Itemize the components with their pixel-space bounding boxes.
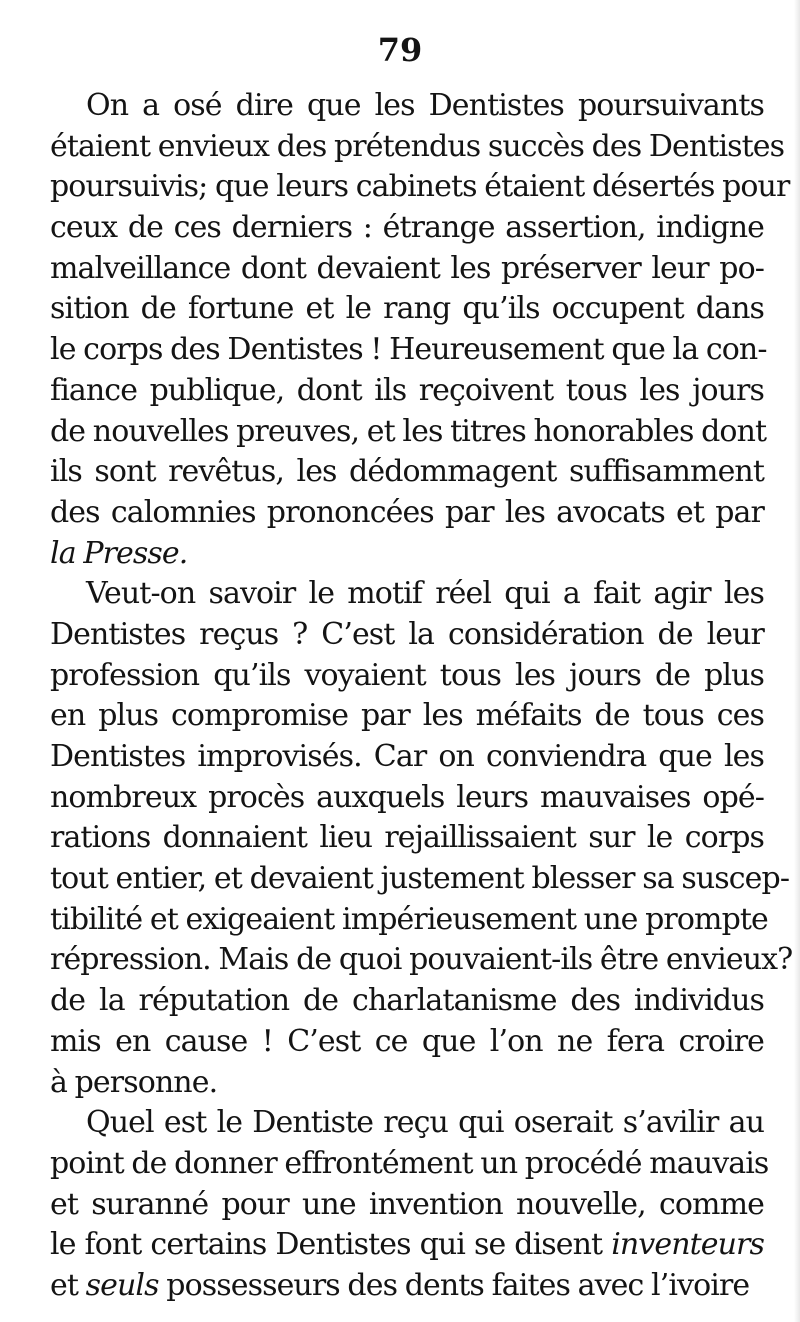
paragraph [50,574,793,1103]
text-segment: Dentistes reçus ? C’est la considération de leur [50,616,764,652]
text-segment: des calomnies prononcées par les avocats et par [50,494,764,530]
text-segment: de nouvelles preuves, et les titres honorables dont [50,413,767,449]
text-line [50,940,793,981]
text-line [50,127,785,168]
text-line [50,534,764,575]
text-segment: fiance publique, dont ils reçoivent tous les jours [50,372,764,408]
text-line [50,737,764,778]
text-segment: le font certains Dentistes qui se disent [50,1227,612,1263]
text-line [50,615,764,656]
paragraph [50,86,790,574]
text-segment: étaient envieux des prétendus succès des Dentistes [50,128,785,164]
text-line [50,859,790,900]
text-line [50,1022,764,1063]
text-segment: ils sont revêtus, les dédommagent suffisamment [50,454,764,490]
text-segment: sition de fortune et le rang qu’ils occupent dans [50,291,764,327]
paragraph [50,1103,769,1306]
text-segment: et suranné pour une invention nouvelle, comme [50,1186,764,1222]
text-line [50,452,764,493]
text-segment: ceux de ces derniers : étrange assertion, indigne [50,210,764,246]
text-line [50,167,790,208]
text-segment: nombreux procès auxquels leurs mauvaises opé- [50,779,764,815]
text-line [50,86,764,127]
text-segment: en plus compromise par les méfaits de tous ces [50,698,764,734]
text-line [50,981,764,1022]
text-line [50,574,764,615]
text-line [50,1185,764,1226]
text-segment: à personne. [50,1064,218,1100]
text-line [50,249,764,290]
text-line [50,208,764,249]
text-line [50,696,764,737]
text-line [50,371,764,412]
text-line [50,1103,764,1144]
page-number: 79 [377,31,423,69]
text-segment: point de donner effrontément un procédé mauvais [50,1145,769,1181]
text-line [50,289,764,330]
text-segment: tout entier, et devaient justement blesser sa suscep- [50,861,790,897]
text-segment: On a osé dire que les Dentistes poursuivants [86,88,764,123]
text-line [50,493,764,534]
text-line [50,1225,764,1266]
text-line [50,1144,769,1185]
text-line [50,778,764,819]
text-line [50,330,767,371]
text-segment: possesseurs des dents faites avec l’ivoire [158,1267,750,1303]
text-segment: Dentistes improvisés. Car on conviendra que les [50,739,764,774]
italic-text: la Presse. [50,535,188,571]
text-segment: malveillance dont devaient les préserver leur po- [50,250,764,286]
text-segment: rations donnaient lieu rejaillissaient sur le corps [50,820,764,856]
italic-text: seuls [85,1267,159,1303]
text-line [50,900,768,941]
text-segment: et [50,1267,86,1303]
body-text [50,86,793,1307]
text-line [50,1266,764,1307]
text-segment: de la réputation de charlatanisme des individus [50,983,764,1019]
text-segment: le corps des Dentistes ! Heureusement que la con- [50,332,767,368]
text-segment: profession qu’ils voyaient tous les jours de plus [50,657,764,693]
italic-text: inventeurs [611,1227,764,1263]
page-edge-shadow [794,0,800,1322]
text-line [50,818,764,859]
text-segment: Quel est le Dentiste reçu qui oserait s’avilir au [86,1105,764,1141]
text-line [50,1063,764,1104]
text-segment: poursuivis; que leurs cabinets étaient désertés pour [50,169,790,205]
text-line [50,656,764,697]
text-segment: tibilité et exigeaient impérieusement une prompte [50,901,768,937]
text-segment: mis en cause ! C’est ce que l’on ne fera croire [50,1023,764,1059]
text-line [50,412,767,453]
text-segment: répression. Mais de quoi pouvaient-ils être envieux? [50,942,793,978]
text-segment: Veut-on savoir le motif réel qui a fait agir les [86,576,764,612]
